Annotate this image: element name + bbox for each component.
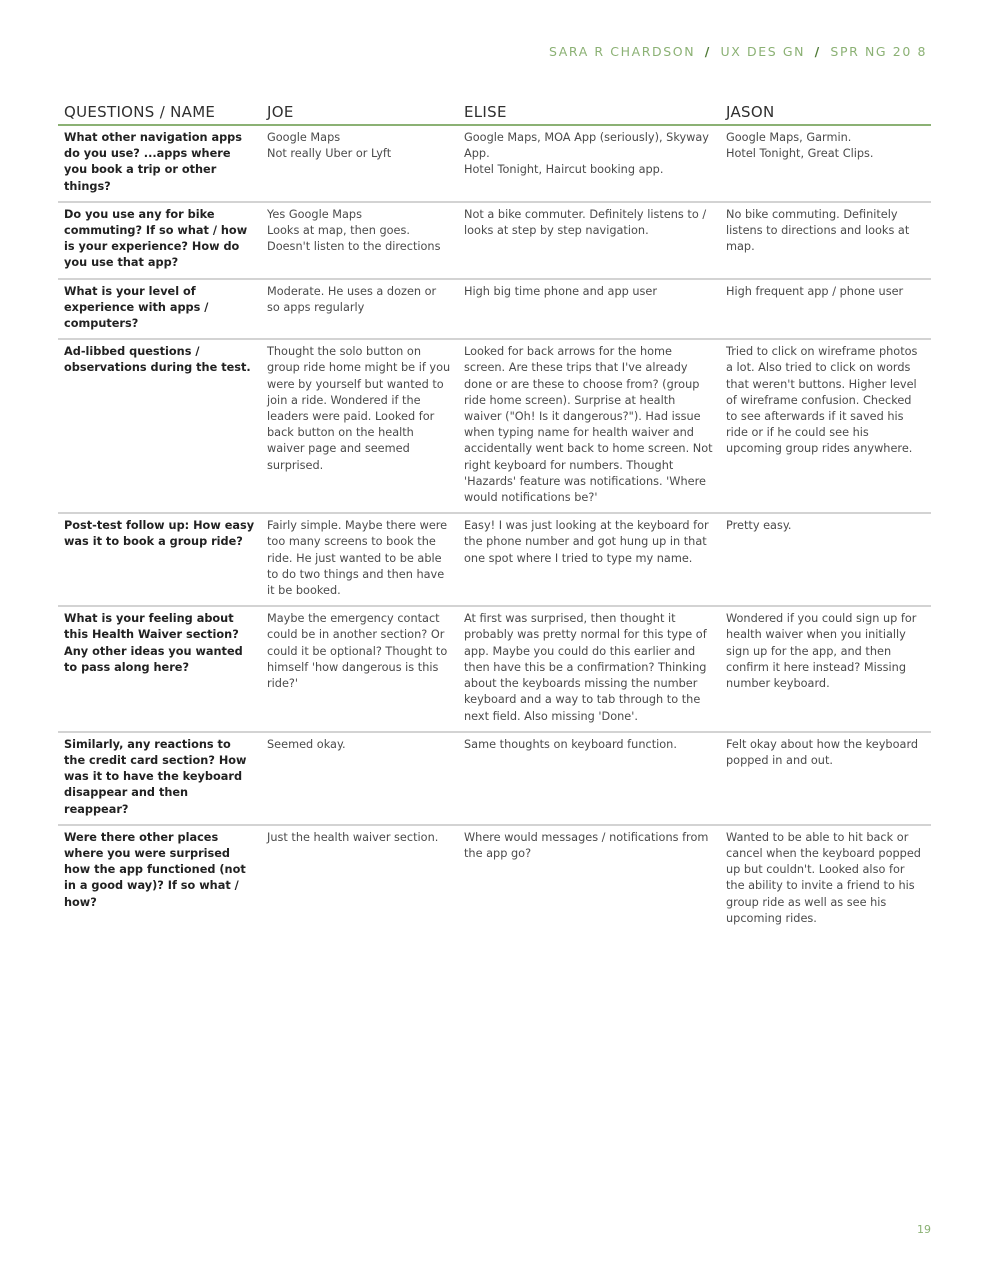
table-row bbox=[58, 732, 931, 825]
author-name: SARA R CHARDSON bbox=[549, 44, 696, 59]
column-header-questions: QUESTIONS / NAME bbox=[58, 103, 261, 125]
answer-cell-jason: Tried to click on wireframe photos a lot. Also tried to click on words that weren't buttons. Higher level of wireframe confusion. Checked to see afterwards if it saved his ride or if he could see his upcoming group rides anywhere. bbox=[720, 339, 931, 513]
answer-cell-jason: High frequent app / phone user bbox=[720, 279, 931, 340]
answer-cell-jason: No bike commuting. Definitely listens to directions and looks at map. bbox=[720, 202, 931, 279]
question-cell: What other navigation apps do you use? ...apps where you book a trip or other things? bbox=[58, 125, 261, 202]
answer-cell-elise: Easy! I was just looking at the keyboard for the phone number and got hung up in that one spot where I tried to type my name. bbox=[458, 513, 720, 606]
column-header-elise: ELISE bbox=[458, 103, 720, 125]
column-header-joe: JOE bbox=[261, 103, 458, 125]
answer-cell-joe: Seemed okay. bbox=[261, 732, 458, 825]
question-cell: Post-test follow up: How easy was it to book a group ride? bbox=[58, 513, 261, 606]
answer-cell-elise: Where would messages / notifications from the app go? bbox=[464, 830, 709, 860]
table-header-row bbox=[58, 103, 931, 125]
answer-cell-jason: Wanted to be able to hit back or cancel when the keyboard popped up but couldn't. Looked also for the ability to invite a friend to his group ride as well as see his upcoming rides. bbox=[726, 830, 921, 925]
page-header bbox=[549, 44, 927, 59]
discipline: UX DES GN bbox=[720, 44, 806, 59]
answer-cell-elise: Google Maps, MOA App (seriously), Skyway App. Hotel Tonight, Haircut booking app. bbox=[458, 125, 720, 202]
answer-cell-jason: Wondered if you could sign up for health waiver when you initially sign up for the app, and then confirm it here instead? Missing number keyboard. bbox=[720, 606, 931, 731]
page-number: 19 bbox=[917, 1223, 931, 1236]
answer-cell-joe: Google Maps Not really Uber or Lyft bbox=[261, 125, 458, 202]
table-row bbox=[58, 279, 931, 340]
answer-cell-jason: Google Maps, Garmin. Hotel Tonight, Great Clips. bbox=[720, 125, 931, 202]
answer-cell-elise: High big time phone and app user bbox=[458, 279, 720, 340]
answer-cell-jason: Pretty easy. bbox=[720, 513, 931, 606]
column-header-jason: JASON bbox=[720, 103, 931, 125]
answer-cell-jason: Felt okay about how the keyboard popped in and out. bbox=[720, 732, 931, 825]
answer-cell-joe: Thought the solo button on group ride home might be if you were by yourself but wanted to join a ride. Wondered if the leaders were paid. Looked for back button on the health waiver page and seemed surprised. bbox=[261, 339, 458, 513]
answer-cell-joe: Just the health waiver section. bbox=[267, 830, 439, 844]
question-cell: Were there other places where you were surprised how the app functioned (not in a good way)? If so what / how? bbox=[64, 830, 246, 909]
answer-cell-elise: Looked for back arrows for the home screen. Are these trips that I've already done or are these to choose from? (group ride home screen). Surprise at health waiver ("Oh! Is it dangerous?"). Had issue when typing name for health waiver and accidentally went back to home screen. Not right keyboard for numbers. Thought 'Hazards' feature was notifications. 'Where would notifications be?' bbox=[458, 339, 720, 513]
interview-results-table bbox=[58, 103, 931, 933]
question-cell: Ad-libbed questions / observations during the test. bbox=[58, 339, 261, 513]
question-cell: What is your feeling about this Health Waiver section? Any other ideas you wanted to pass along here? bbox=[58, 606, 261, 731]
question-cell: Do you use any for bike commuting? If so what / how is your experience? How do you use that app? bbox=[58, 202, 261, 279]
table-row bbox=[58, 125, 931, 202]
table-row bbox=[58, 202, 931, 279]
answer-cell-joe: Maybe the emergency contact could be in another section? Or could it be optional? Thought to himself 'how dangerous is this ride?' bbox=[261, 606, 458, 731]
question-cell: What is your level of experience with apps / computers? bbox=[58, 279, 261, 340]
answer-cell-elise: Same thoughts on keyboard function. bbox=[458, 732, 720, 825]
answer-cell-elise: At first was surprised, then thought it probably was pretty normal for this type of app. Maybe you could do this earlier and then have this be a confirmation? Thinking about the keyboards missing the number keyboard and a way to tab through to the next field. Also missing 'Done'. bbox=[458, 606, 720, 731]
question-cell: Similarly, any reactions to the credit card section? How was it to have the keyboard disappear and then reappear? bbox=[58, 732, 261, 825]
header-separator: / bbox=[704, 44, 711, 59]
header-separator: / bbox=[814, 44, 821, 59]
term: SPR NG 20 8 bbox=[830, 44, 927, 59]
table-row bbox=[58, 825, 931, 933]
answer-cell-elise: Not a bike commuter. Definitely listens to / looks at step by step navigation. bbox=[458, 202, 720, 279]
answer-cell-joe: Moderate. He uses a dozen or so apps regularly bbox=[261, 279, 458, 340]
table-row bbox=[58, 606, 931, 731]
answer-cell-joe: Yes Google Maps Looks at map, then goes. Doesn't listen to the directions bbox=[261, 202, 458, 279]
table-row bbox=[58, 513, 931, 606]
table-row bbox=[58, 339, 931, 513]
answer-cell-joe: Fairly simple. Maybe there were too many screens to book the ride. He just wanted to be able to do two things and then have it be booked. bbox=[261, 513, 458, 606]
